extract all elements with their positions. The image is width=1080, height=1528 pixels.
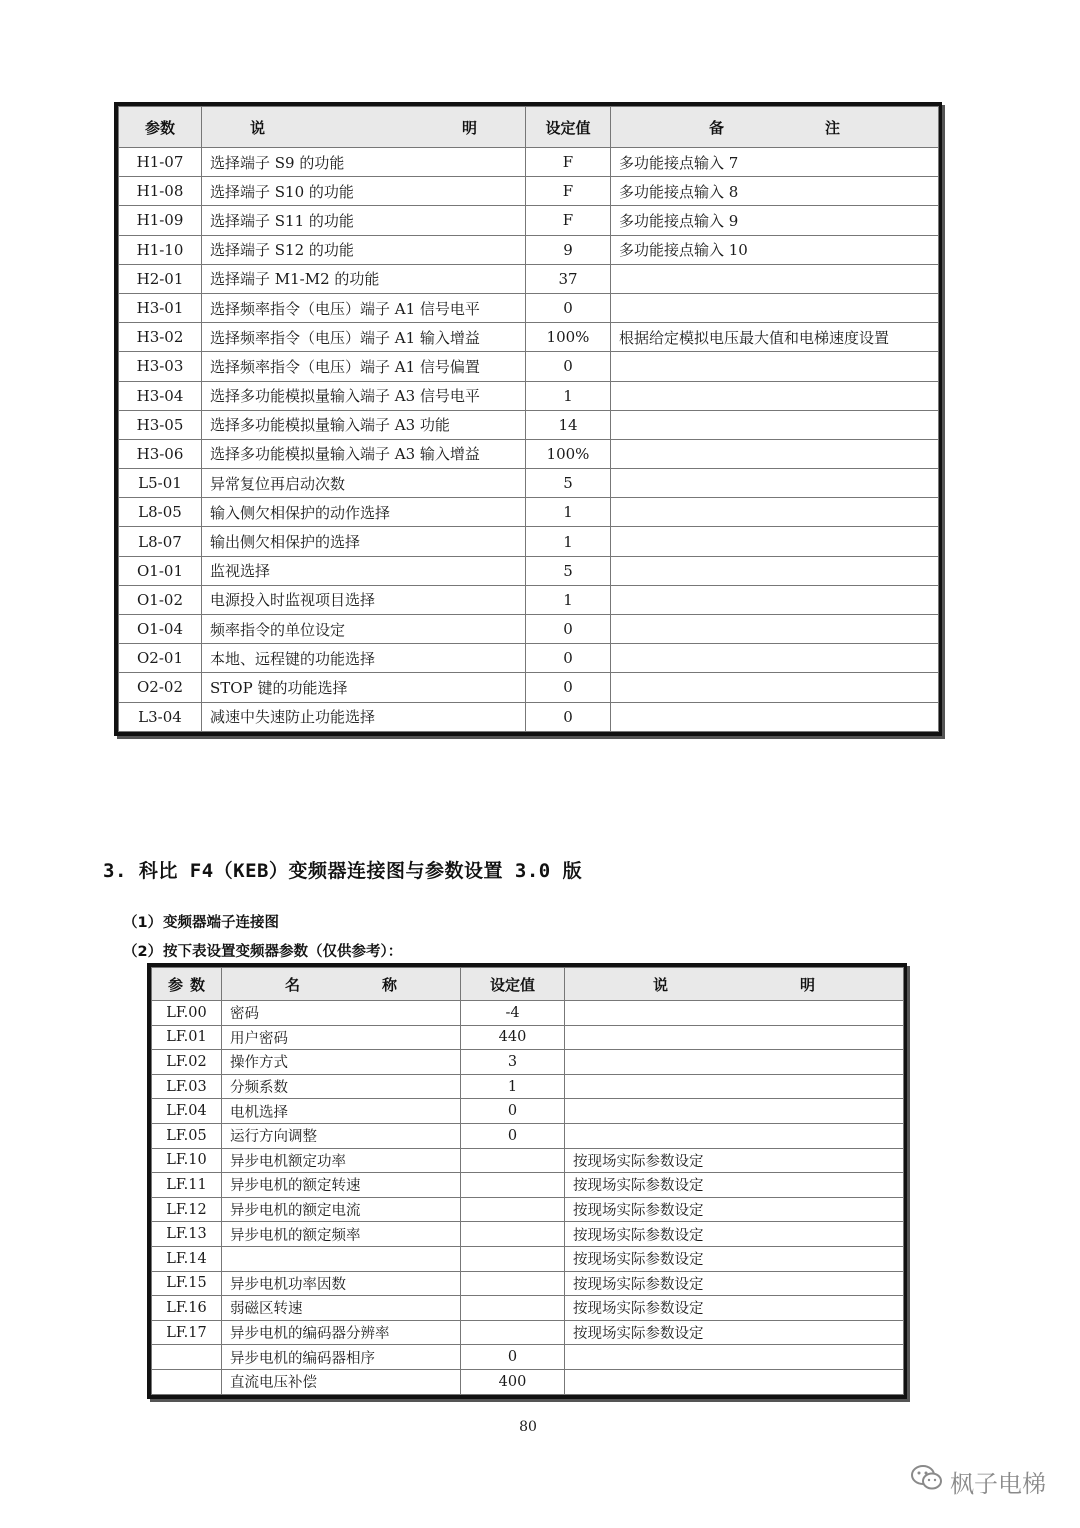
subheading-2: （2）按下表设置变频器参数（仅供参考）： [123,944,403,960]
table-row [152,1050,904,1075]
value-cell: -4 [461,1001,565,1026]
value-cell: 3 [461,1050,565,1075]
remark-cell: 多功能接点输入 9 [611,206,939,235]
remark-cell [611,615,939,644]
param-code-cell: O1-04 [119,615,202,644]
name-cell: 电机选择 [222,1099,461,1124]
remark-cell [611,352,939,381]
table-row [119,556,939,585]
remark-cell: 按现场实际参数设定 [565,1320,904,1345]
name-cell: STOP 键的功能选择 [202,673,526,702]
param-code-cell: L5-01 [119,469,202,498]
remark-cell [611,702,939,731]
remark-cell [611,673,939,702]
remark-cell: 按现场实际参数设定 [565,1271,904,1296]
name-cell: 选择端子 S12 的功能 [202,235,526,264]
remark-cell [611,469,939,498]
name-cell: 异步电机的编码器相序 [222,1345,461,1370]
table-row [119,673,939,702]
param-code-cell: LF.05 [152,1123,222,1148]
name-cell: 输出侧欠相保护的选择 [202,527,526,556]
param-code-cell: H1-09 [119,206,202,235]
name-cell: 异步电机的额定电流 [222,1197,461,1222]
remark-cell [611,264,939,293]
name-cell: 选择端子 M1-M2 的功能 [202,264,526,293]
name-cell: 用户密码 [222,1025,461,1050]
value-cell: F [526,148,611,177]
value-cell: 1 [526,381,611,410]
table-row [119,206,939,235]
param-code-cell: LF.12 [152,1197,222,1222]
param-code-cell: LF.10 [152,1148,222,1173]
remark-cell [565,1050,904,1075]
remark-cell: 多功能接点输入 7 [611,148,939,177]
remark-cell [611,644,939,673]
param-code-cell: H1-08 [119,177,202,206]
table-row [152,1197,904,1222]
param-code-cell: L8-07 [119,527,202,556]
param-code-cell: LF.15 [152,1271,222,1296]
table-row [152,1123,904,1148]
name-cell: 直流电压补偿 [222,1369,461,1394]
param-code-cell: O1-02 [119,585,202,614]
param-code-cell: LF.02 [152,1050,222,1075]
param-code-cell: H3-01 [119,293,202,322]
remark-cell: 根据给定模拟电压最大值和电梯速度设置 [611,323,939,352]
table-row [119,323,939,352]
remark-cell [565,1369,904,1394]
table-row [152,1025,904,1050]
remark-cell [565,1123,904,1148]
name-cell: 选择多功能模拟量输入端子 A3 功能 [202,410,526,439]
name-cell: 弱磁区转速 [222,1296,461,1321]
param-code-cell [152,1345,222,1370]
wechat-icon [910,1463,944,1499]
value-cell: 1 [526,585,611,614]
table-row [152,1222,904,1247]
param-code-cell: LF.04 [152,1099,222,1124]
param-code-cell: H3-03 [119,352,202,381]
value-cell [461,1148,565,1173]
table-row [119,439,939,468]
table-row [152,1074,904,1099]
name-cell: 选择多功能模拟量输入端子 A3 输入增益 [202,439,526,468]
param-code-cell: H2-01 [119,264,202,293]
remark-cell [611,439,939,468]
param-code-cell: LF.11 [152,1173,222,1198]
remark-cell [565,1099,904,1124]
param-code-cell: H3-02 [119,323,202,352]
value-cell: 0 [461,1099,565,1124]
value-cell: 100% [526,323,611,352]
param-code-cell: H3-04 [119,381,202,410]
remark-cell: 按现场实际参数设定 [565,1197,904,1222]
param-code-cell: O1-01 [119,556,202,585]
remark-cell [611,381,939,410]
table-header-row [152,968,904,1001]
remark-cell: 按现场实际参数设定 [565,1148,904,1173]
value-cell: 9 [526,235,611,264]
watermark-text: 枫子电梯 [950,1469,1046,1498]
table-row [119,702,939,731]
name-cell: 选择端子 S10 的功能 [202,177,526,206]
table-row [152,1246,904,1271]
param-code-cell: H3-06 [119,439,202,468]
table-row [119,615,939,644]
value-cell: 5 [526,469,611,498]
value-cell [461,1320,565,1345]
table-row [119,177,939,206]
name-cell: 运行方向调整 [222,1123,461,1148]
table-row [119,527,939,556]
param-code-cell: LF.16 [152,1296,222,1321]
header-param: 参 数 [152,968,222,1001]
name-cell: 异步电机功率因数 [222,1271,461,1296]
value-cell: 400 [461,1369,565,1394]
value-cell: 0 [526,644,611,673]
header-desc: 说 明 [202,107,526,148]
value-cell: 1 [461,1074,565,1099]
table-row [119,352,939,381]
name-cell: 异步电机的编码器分辨率 [222,1320,461,1345]
param-code-cell: LF.00 [152,1001,222,1026]
name-cell: 监视选择 [202,556,526,585]
name-cell: 选择端子 S11 的功能 [202,206,526,235]
value-cell [461,1222,565,1247]
remark-cell: 多功能接点输入 10 [611,235,939,264]
value-cell: 0 [461,1123,565,1148]
remark-cell [611,293,939,322]
name-cell: 密码 [222,1001,461,1026]
table-row [152,1345,904,1370]
name-cell [222,1246,461,1271]
param-code-cell: H1-10 [119,235,202,264]
remark-cell: 按现场实际参数设定 [565,1296,904,1321]
section-heading: 3. 科比 F4（KEB）变频器连接图与参数设置 3.0 版 [103,860,583,882]
name-cell: 电源投入时监视项目选择 [202,585,526,614]
value-cell: 440 [461,1025,565,1050]
param-code-cell: L8-05 [119,498,202,527]
remark-cell [611,410,939,439]
value-cell: F [526,206,611,235]
name-cell: 输入侧欠相保护的动作选择 [202,498,526,527]
param-code-cell: H3-05 [119,410,202,439]
value-cell [461,1296,565,1321]
name-cell: 本地、远程键的功能选择 [202,644,526,673]
value-cell [461,1246,565,1271]
header-desc: 说 明 [565,968,904,1001]
value-cell [461,1271,565,1296]
param-table-2-frame [147,963,907,1399]
value-cell: 5 [526,556,611,585]
table-row [152,1369,904,1394]
table-row [119,410,939,439]
param-code-cell: LF.14 [152,1246,222,1271]
name-cell: 减速中失速防止功能选择 [202,702,526,731]
value-cell: F [526,177,611,206]
table-row [119,498,939,527]
name-cell: 异常复位再启动次数 [202,469,526,498]
param-code-cell: O2-02 [119,673,202,702]
name-cell: 选择频率指令（电压）端子 A1 信号电平 [202,293,526,322]
name-cell: 操作方式 [222,1050,461,1075]
name-cell: 选择频率指令（电压）端子 A1 信号偏置 [202,352,526,381]
table-row [119,585,939,614]
value-cell: 14 [526,410,611,439]
remark-cell [565,1345,904,1370]
remark-cell [611,556,939,585]
remark-cell: 多功能接点输入 8 [611,177,939,206]
value-cell: 0 [526,615,611,644]
header-value: 设定值 [526,107,611,148]
header-remark: 备 注 [611,107,939,148]
remark-cell [565,1001,904,1026]
name-cell: 选择端子 S9 的功能 [202,148,526,177]
header-param: 参数 [119,107,202,148]
param-code-cell: H1-07 [119,148,202,177]
page-number: 80 [519,1419,537,1435]
param-table-2 [151,967,904,1395]
table-header-row [119,107,939,148]
table-row [119,469,939,498]
header-value: 设定值 [461,968,565,1001]
remark-cell [611,585,939,614]
name-cell: 异步电机的额定转速 [222,1173,461,1198]
table-row [119,644,939,673]
remark-cell [565,1074,904,1099]
value-cell: 0 [526,293,611,322]
name-cell: 频率指令的单位设定 [202,615,526,644]
remark-cell: 按现场实际参数设定 [565,1173,904,1198]
param-code-cell: LF.01 [152,1025,222,1050]
table-row [152,1271,904,1296]
remark-cell: 按现场实际参数设定 [565,1246,904,1271]
value-cell [461,1197,565,1222]
table-row [152,1001,904,1026]
value-cell: 0 [526,702,611,731]
table-row [152,1099,904,1124]
value-cell: 0 [526,352,611,381]
table-row [119,148,939,177]
param-code-cell: LF.13 [152,1222,222,1247]
param-table-1-frame [114,102,942,736]
param-code-cell: O2-01 [119,644,202,673]
value-cell: 37 [526,264,611,293]
header-name: 名 称 [222,968,461,1001]
name-cell: 分频系数 [222,1074,461,1099]
name-cell: 选择频率指令（电压）端子 A1 输入增益 [202,323,526,352]
table-row [119,264,939,293]
table-row [152,1320,904,1345]
subheading-1: （1）变频器端子连接图 [123,915,279,931]
remark-cell [611,498,939,527]
value-cell: 0 [461,1345,565,1370]
param-code-cell: LF.17 [152,1320,222,1345]
name-cell: 异步电机的额定频率 [222,1222,461,1247]
remark-cell [611,527,939,556]
name-cell: 选择多功能模拟量输入端子 A3 信号电平 [202,381,526,410]
param-code-cell: L3-04 [119,702,202,731]
watermark [910,1463,1046,1499]
name-cell: 异步电机额定功率 [222,1148,461,1173]
value-cell: 1 [526,498,611,527]
value-cell [461,1173,565,1198]
value-cell: 0 [526,673,611,702]
remark-cell: 按现场实际参数设定 [565,1222,904,1247]
table-row [119,381,939,410]
param-code-cell [152,1369,222,1394]
param-table-1 [118,106,939,732]
table-row [152,1296,904,1321]
param-code-cell: LF.03 [152,1074,222,1099]
table-row [152,1173,904,1198]
table-row [119,293,939,322]
table-row [119,235,939,264]
value-cell: 100% [526,439,611,468]
remark-cell [565,1025,904,1050]
table-row [152,1148,904,1173]
value-cell: 1 [526,527,611,556]
